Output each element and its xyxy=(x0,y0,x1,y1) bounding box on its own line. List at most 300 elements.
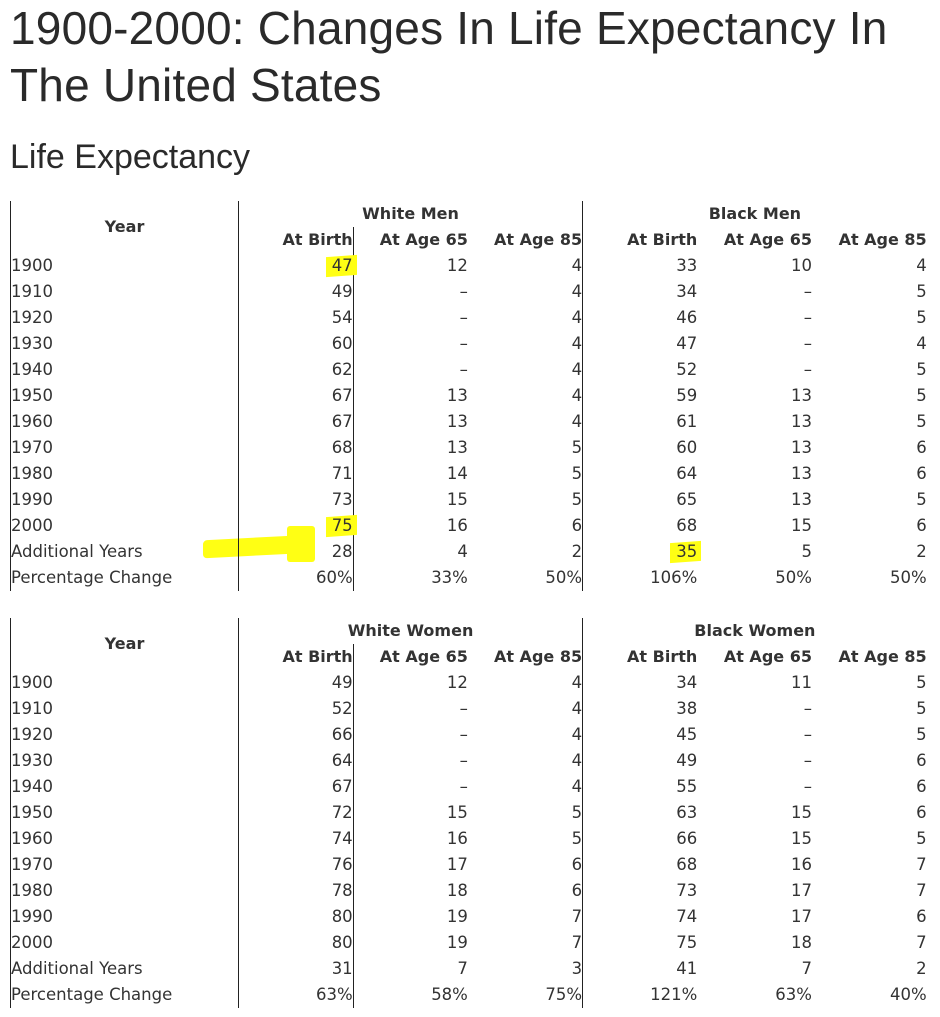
cell-value: 58% xyxy=(431,985,468,1004)
cell-value: 65 xyxy=(676,490,698,509)
cell-value: 121% xyxy=(650,985,698,1004)
table-cell xyxy=(583,852,698,878)
table-cell xyxy=(812,748,927,774)
cell-value: 40% xyxy=(889,985,927,1004)
table-cell xyxy=(239,904,354,930)
row-label xyxy=(11,331,239,357)
life-expectancy-table-women xyxy=(10,618,927,1008)
cell-value: 13 xyxy=(790,412,812,431)
table-cell xyxy=(239,357,354,383)
row-label xyxy=(11,487,239,513)
table-cell xyxy=(468,513,583,539)
cell-value: 2 xyxy=(916,959,927,978)
table-cell xyxy=(353,826,468,852)
cell-value: 49 xyxy=(331,673,353,692)
row-label xyxy=(11,513,239,539)
cell-value: 73 xyxy=(676,881,698,900)
cell-value: 68 xyxy=(676,855,698,874)
highlighted-value: 47 xyxy=(332,253,353,279)
cell-value: 47 xyxy=(676,334,698,353)
table-cell xyxy=(468,357,583,383)
cell-value: 1930 xyxy=(11,334,53,353)
table-cell xyxy=(353,748,468,774)
table-row xyxy=(11,357,927,383)
table-cell xyxy=(468,774,583,800)
table-cell xyxy=(812,253,927,279)
cell-value: – xyxy=(459,360,468,379)
table-cell xyxy=(812,305,927,331)
table-cell xyxy=(583,982,698,1008)
table-cell xyxy=(583,461,698,487)
cell-value: 4 xyxy=(571,334,583,353)
cell-value: 3 xyxy=(571,959,583,978)
cell-value: 2000 xyxy=(11,516,53,535)
table-cell xyxy=(353,696,468,722)
year-column-header: Year xyxy=(11,618,239,670)
cell-value: 5 xyxy=(916,829,927,848)
table-cell xyxy=(353,904,468,930)
cell-value: 2 xyxy=(571,542,583,561)
table-row xyxy=(11,878,927,904)
cell-value: 10 xyxy=(790,256,812,275)
cell-value: 49 xyxy=(676,751,698,770)
cell-value: 33 xyxy=(676,256,698,275)
subheader-black-men-at-birth: At Birth xyxy=(627,230,698,249)
table-cell xyxy=(697,279,812,305)
cell-value: 15 xyxy=(446,803,468,822)
cell-value: 4 xyxy=(571,386,583,405)
group-header-black-men: Black Men xyxy=(708,204,802,223)
table-cell xyxy=(353,670,468,696)
table-cell xyxy=(583,357,698,383)
cell-value: 66 xyxy=(676,829,698,848)
table-cell xyxy=(468,279,583,305)
year-column-header: Year xyxy=(11,201,239,253)
cell-value: 2000 xyxy=(11,933,53,952)
row-label xyxy=(11,800,239,826)
table-cell xyxy=(812,982,927,1008)
cell-value: 4 xyxy=(571,282,583,301)
cell-value: – xyxy=(459,751,468,770)
table-cell xyxy=(353,956,468,982)
table-cell xyxy=(812,279,927,305)
table-cell xyxy=(583,748,698,774)
table-cell xyxy=(239,670,354,696)
table-cell xyxy=(353,279,468,305)
table-cell xyxy=(697,956,812,982)
cell-value: 52 xyxy=(676,360,698,379)
cell-value: 13 xyxy=(790,490,812,509)
cell-value: 6 xyxy=(571,855,583,874)
table-cell xyxy=(583,930,698,956)
table-row xyxy=(11,852,927,878)
table-cell xyxy=(583,878,698,904)
cell-value: 64 xyxy=(331,751,353,770)
row-label xyxy=(11,253,239,279)
cell-value: 4 xyxy=(571,412,583,431)
table-cell xyxy=(697,800,812,826)
table-cell xyxy=(468,982,583,1008)
cell-value: 4 xyxy=(571,360,583,379)
cell-value: 76 xyxy=(331,855,353,874)
cell-value: – xyxy=(459,725,468,744)
subheader-white-women-at-age-85: At Age 85 xyxy=(468,644,583,670)
cell-value: 50% xyxy=(775,568,812,587)
cell-value: 4 xyxy=(571,751,583,770)
table-cell xyxy=(239,826,354,852)
row-label xyxy=(11,357,239,383)
cell-value: 13 xyxy=(446,412,468,431)
table-cell xyxy=(697,722,812,748)
table-cell xyxy=(583,331,698,357)
table-cell xyxy=(812,487,927,513)
row-label xyxy=(11,565,239,591)
cell-value: 1940 xyxy=(11,777,53,796)
cell-value: 74 xyxy=(676,907,698,926)
cell-value: 60% xyxy=(316,568,353,587)
table-cell xyxy=(583,279,698,305)
table-cell xyxy=(697,826,812,852)
table-cell xyxy=(697,878,812,904)
cell-value: 80 xyxy=(331,933,353,952)
cell-value: 15 xyxy=(790,516,812,535)
table-cell xyxy=(353,852,468,878)
row-label xyxy=(11,461,239,487)
row-label xyxy=(11,435,239,461)
table-row xyxy=(11,670,927,696)
table-cell xyxy=(468,565,583,591)
table-cell xyxy=(697,487,812,513)
cell-value: 78 xyxy=(331,881,353,900)
table-cell xyxy=(812,904,927,930)
cell-value: 68 xyxy=(676,516,698,535)
table-row xyxy=(11,904,927,930)
cell-value: 6 xyxy=(916,751,927,770)
cell-value: 4 xyxy=(571,725,583,744)
cell-value: 6 xyxy=(571,516,583,535)
cell-value: – xyxy=(803,725,812,744)
cell-value: 1980 xyxy=(11,464,53,483)
row-label xyxy=(11,539,239,565)
subheader-black-men-at-age-85: At Age 85 xyxy=(838,230,927,249)
table-row xyxy=(11,982,927,1008)
table-cell xyxy=(353,383,468,409)
table-cell xyxy=(239,435,354,461)
cell-value: 80 xyxy=(331,907,353,926)
cell-value: 2 xyxy=(916,542,927,561)
cell-value: 33% xyxy=(431,568,468,587)
cell-value: 14 xyxy=(446,464,468,483)
section-title: Life Expectancy xyxy=(10,138,251,176)
highlighted-value: 75 xyxy=(332,513,353,539)
cell-value: 60 xyxy=(676,438,698,457)
table-row xyxy=(11,800,927,826)
cell-value: 13 xyxy=(790,464,812,483)
cell-value: 16 xyxy=(790,855,812,874)
cell-value: 5 xyxy=(571,490,583,509)
row-label xyxy=(11,982,239,1008)
table-cell xyxy=(812,565,927,591)
table-cell xyxy=(239,956,354,982)
table-cell xyxy=(583,253,698,279)
row-label xyxy=(11,748,239,774)
group-header-white-men: White Men xyxy=(239,201,583,227)
cell-value: 5 xyxy=(571,464,583,483)
table-cell xyxy=(353,565,468,591)
table-cell xyxy=(468,800,583,826)
cell-value: Percentage Change xyxy=(11,568,173,587)
cell-value: 54 xyxy=(331,308,353,327)
table-cell xyxy=(583,305,698,331)
table-cell xyxy=(697,357,812,383)
cell-value: 1920 xyxy=(11,725,53,744)
table-cell xyxy=(468,852,583,878)
table-cell xyxy=(239,852,354,878)
subheader-black-women-at-birth: At Birth xyxy=(627,647,698,666)
table-cell xyxy=(697,435,812,461)
table-cell xyxy=(468,461,583,487)
subheader-black-women-at-age-85: At Age 85 xyxy=(838,647,927,666)
highlighted-value: 35 xyxy=(676,539,697,565)
table-cell xyxy=(697,331,812,357)
table-cell xyxy=(697,305,812,331)
cell-value: 1960 xyxy=(11,829,53,848)
table-cell xyxy=(812,357,927,383)
table-cell xyxy=(353,253,468,279)
cell-value: Additional Years xyxy=(11,959,143,978)
table-row xyxy=(11,461,927,487)
table-cell xyxy=(812,696,927,722)
table-cell xyxy=(239,930,354,956)
table-row xyxy=(11,305,927,331)
table-row xyxy=(11,539,927,565)
cell-value: 1990 xyxy=(11,907,53,926)
table-cell xyxy=(583,904,698,930)
table-cell xyxy=(583,774,698,800)
table-cell xyxy=(697,409,812,435)
table-row xyxy=(11,956,927,982)
table-cell xyxy=(468,383,583,409)
cell-value: 5 xyxy=(916,412,927,431)
cell-value: – xyxy=(459,308,468,327)
table-row xyxy=(11,565,927,591)
table-cell xyxy=(812,722,927,748)
cell-value: – xyxy=(803,308,812,327)
table-cell xyxy=(468,435,583,461)
cell-value: 5 xyxy=(916,386,927,405)
cell-value: 1960 xyxy=(11,412,53,431)
table-cell xyxy=(353,487,468,513)
table-cell xyxy=(239,982,354,1008)
table-row xyxy=(11,383,927,409)
table-cell xyxy=(353,513,468,539)
cell-value: – xyxy=(803,360,812,379)
cell-value: 67 xyxy=(331,777,353,796)
cell-value: 4 xyxy=(916,334,927,353)
table-cell xyxy=(697,383,812,409)
table-cell xyxy=(239,487,354,513)
cell-value: 50% xyxy=(890,568,927,587)
cell-value: – xyxy=(803,699,812,718)
cell-value: 45 xyxy=(676,725,698,744)
cell-value: 7 xyxy=(916,933,927,952)
cell-value: 1970 xyxy=(11,855,53,874)
table-cell xyxy=(353,461,468,487)
cell-value: 7 xyxy=(457,959,468,978)
table-cell xyxy=(697,565,812,591)
subheader-white-women-at-birth: At Birth xyxy=(239,644,354,670)
table-cell xyxy=(353,409,468,435)
table-cell xyxy=(468,539,583,565)
cell-value: 34 xyxy=(676,673,698,692)
table-cell xyxy=(697,670,812,696)
table-cell xyxy=(239,722,354,748)
table-cell xyxy=(353,722,468,748)
cell-value: 55 xyxy=(676,777,698,796)
table-cell xyxy=(468,670,583,696)
cell-value: 67 xyxy=(331,386,353,405)
table-row xyxy=(11,748,927,774)
table-cell xyxy=(468,253,583,279)
cell-value: 4 xyxy=(571,777,583,796)
table-cell xyxy=(353,305,468,331)
cell-value: 7 xyxy=(916,881,927,900)
table-row xyxy=(11,409,927,435)
table-row xyxy=(11,279,927,305)
cell-value: 5 xyxy=(916,673,927,692)
table-cell xyxy=(697,539,812,565)
table-cell xyxy=(812,409,927,435)
table-cell xyxy=(812,800,927,826)
table-cell xyxy=(239,539,354,565)
table-cell xyxy=(812,956,927,982)
cell-value: 4 xyxy=(571,699,583,718)
cell-value: 6 xyxy=(916,438,927,457)
table-cell xyxy=(239,774,354,800)
row-label xyxy=(11,826,239,852)
cell-value: 12 xyxy=(446,256,468,275)
table-cell xyxy=(468,487,583,513)
row-label xyxy=(11,305,239,331)
cell-value: 1930 xyxy=(11,751,53,770)
table-cell xyxy=(239,305,354,331)
cell-value: 66 xyxy=(331,725,353,744)
cell-value: 15 xyxy=(790,829,812,848)
cell-value: 6 xyxy=(916,464,927,483)
cell-value: 5 xyxy=(916,360,927,379)
cell-value: 61 xyxy=(676,412,698,431)
cell-value: 1950 xyxy=(11,386,53,405)
cell-value: 7 xyxy=(916,855,927,874)
cell-value: 72 xyxy=(331,803,353,822)
subheader-black-men-at-age-65: At Age 65 xyxy=(723,230,812,249)
table-cell xyxy=(583,956,698,982)
cell-value: 1950 xyxy=(11,803,53,822)
cell-value: 1910 xyxy=(11,282,53,301)
table-cell xyxy=(468,696,583,722)
table-cell xyxy=(468,331,583,357)
cell-value: 1910 xyxy=(11,699,53,718)
cell-value: 5 xyxy=(916,490,927,509)
cell-value: 60 xyxy=(331,334,353,353)
table-cell xyxy=(812,826,927,852)
table-cell xyxy=(583,383,698,409)
cell-value: 106% xyxy=(650,568,698,587)
cell-value: 1900 xyxy=(11,256,53,275)
table-cell xyxy=(239,878,354,904)
table-cell xyxy=(353,331,468,357)
table-cell xyxy=(812,461,927,487)
cell-value: 6 xyxy=(916,907,927,926)
row-label xyxy=(11,670,239,696)
cell-value: 17 xyxy=(790,907,812,926)
cell-value: 28 xyxy=(331,542,353,561)
cell-value: 49 xyxy=(331,282,353,301)
table-row xyxy=(11,435,927,461)
table-cell xyxy=(583,722,698,748)
table-cell xyxy=(812,513,927,539)
table-cell xyxy=(697,930,812,956)
cell-value: 4 xyxy=(571,673,583,692)
cell-value: 5 xyxy=(801,542,812,561)
table-cell xyxy=(239,565,354,591)
cell-value: Percentage Change xyxy=(11,985,173,1004)
cell-value: – xyxy=(803,777,812,796)
table-cell xyxy=(583,435,698,461)
cell-value: 11 xyxy=(790,673,812,692)
cell-value: 46 xyxy=(676,308,698,327)
cell-value: 17 xyxy=(446,855,468,874)
cell-value: 64 xyxy=(676,464,698,483)
subheader-white-men-at-age-65: At Age 65 xyxy=(379,230,468,249)
table-cell xyxy=(468,722,583,748)
cell-value: 38 xyxy=(676,699,698,718)
table-cell xyxy=(353,800,468,826)
cell-value: 50% xyxy=(545,568,583,587)
cell-value: 31 xyxy=(331,959,353,978)
page-title: 1900-2000: Changes In Life Expectancy In The United States xyxy=(10,2,888,111)
table-cell xyxy=(468,930,583,956)
table-cell xyxy=(239,800,354,826)
cell-value: 74 xyxy=(331,829,353,848)
cell-value: 5 xyxy=(571,438,583,457)
cell-value: 1940 xyxy=(11,360,53,379)
table-cell xyxy=(239,409,354,435)
table-cell xyxy=(812,331,927,357)
table-row xyxy=(11,930,927,956)
cell-value: 5 xyxy=(916,699,927,718)
table-cell xyxy=(812,930,927,956)
table-cell xyxy=(468,904,583,930)
row-label xyxy=(11,696,239,722)
cell-value: 19 xyxy=(446,933,468,952)
table-cell xyxy=(812,539,927,565)
cell-value: 63% xyxy=(316,985,353,1004)
cell-value: 63 xyxy=(676,803,698,822)
table-cell xyxy=(583,409,698,435)
table-cell xyxy=(353,435,468,461)
subheader-black-women-at-age-65: At Age 65 xyxy=(723,647,812,666)
cell-value: 4 xyxy=(916,256,927,275)
cell-value: 62 xyxy=(331,360,353,379)
table-cell xyxy=(697,513,812,539)
cell-value: 4 xyxy=(571,256,583,275)
cell-value: 1900 xyxy=(11,673,53,692)
cell-value: 16 xyxy=(446,516,468,535)
cell-value: 73 xyxy=(331,490,353,509)
table-cell xyxy=(583,565,698,591)
cell-value: – xyxy=(459,282,468,301)
